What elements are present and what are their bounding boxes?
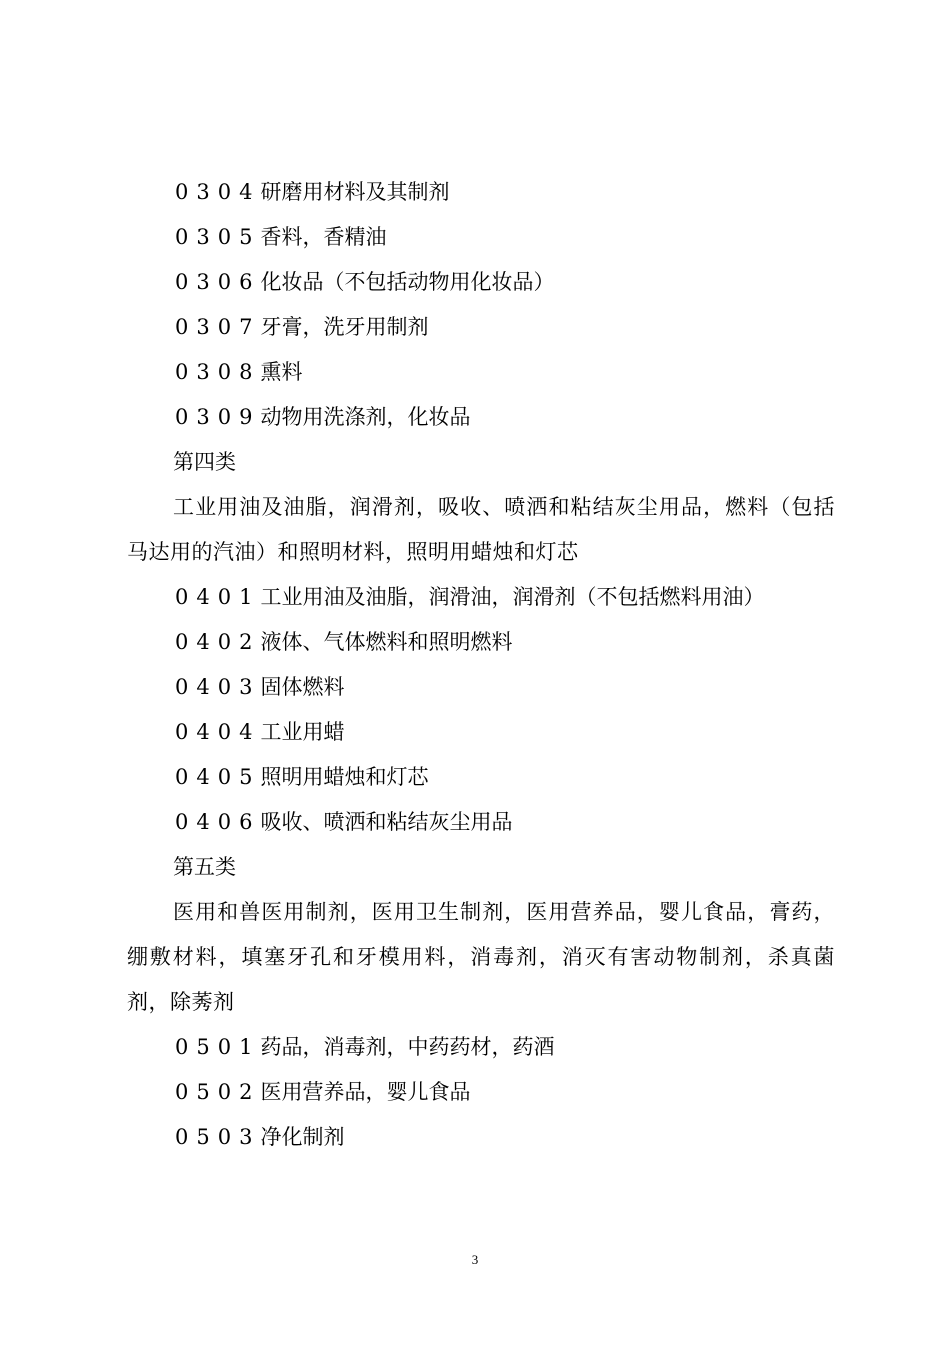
item-text: 医用营养品，婴儿食品 (260, 1080, 471, 1104)
class-4-heading: 第四类 (173, 450, 236, 474)
list-item (127, 170, 835, 215)
list-item (127, 1070, 835, 1115)
list-item (127, 620, 835, 665)
item-code: 0503 (175, 1125, 261, 1149)
list-item (127, 575, 835, 620)
item-code: 0404 (175, 720, 261, 744)
item-code: 0309 (175, 405, 261, 429)
item-text: 香料，香精油 (260, 225, 387, 249)
list-item (127, 1115, 835, 1160)
item-text: 工业用蜡 (260, 720, 345, 744)
item-text: 研磨用材料及其制剂 (260, 180, 450, 204)
list-item (127, 395, 835, 440)
list-item (127, 305, 835, 350)
item-text: 净化制剂 (260, 1125, 345, 1149)
item-code: 0501 (175, 1035, 261, 1059)
class-4-description: 工业用油及油脂，润滑剂，吸收、喷洒和粘结灰尘用品，燃料（包括马达用的汽油）和照明材料，照明用蜡烛和灯芯 (127, 495, 835, 564)
list-item (127, 350, 835, 395)
item-text: 吸收、喷洒和粘结灰尘用品 (260, 810, 513, 834)
item-code: 0307 (175, 315, 261, 339)
item-code: 0401 (175, 585, 261, 609)
class-5-description: 医用和兽医用制剂，医用卫生制剂，医用营养品，婴儿食品，膏药，绷敷材料，填塞牙孔和牙模用料，消毒剂，消灭有害动物制剂，杀真菌剂，除莠剂 (127, 900, 835, 1014)
item-text: 熏料 (260, 360, 303, 384)
item-text: 动物用洗涤剂，化妆品 (260, 405, 471, 429)
item-text: 液体、气体燃料和照明燃料 (260, 630, 513, 654)
list-item (127, 665, 835, 710)
item-text: 照明用蜡烛和灯芯 (260, 765, 429, 789)
item-code: 0406 (175, 810, 261, 834)
item-code: 0402 (175, 630, 261, 654)
item-code: 0304 (175, 180, 261, 204)
item-text: 固体燃料 (260, 675, 345, 699)
item-code: 0305 (175, 225, 261, 249)
class-5-heading: 第五类 (173, 855, 236, 879)
list-item (127, 800, 835, 845)
list-item (127, 1025, 835, 1070)
list-item (127, 260, 835, 305)
page-number: 3 (471, 1252, 479, 1267)
item-code: 0405 (175, 765, 261, 789)
item-text: 牙膏，洗牙用制剂 (260, 315, 429, 339)
list-item (127, 215, 835, 260)
item-code: 0306 (175, 270, 261, 294)
item-text: 药品，消毒剂，中药药材，药酒 (260, 1035, 555, 1059)
item-code: 0403 (175, 675, 261, 699)
list-item (127, 755, 835, 800)
page-content (127, 170, 835, 1160)
item-text: 化妆品（不包括动物用化妆品） (260, 270, 555, 294)
item-code: 0502 (175, 1080, 261, 1104)
item-text: 工业用油及油脂，润滑油，润滑剂（不包括燃料用油） (260, 585, 765, 609)
item-code: 0308 (175, 360, 261, 384)
list-item (127, 710, 835, 755)
